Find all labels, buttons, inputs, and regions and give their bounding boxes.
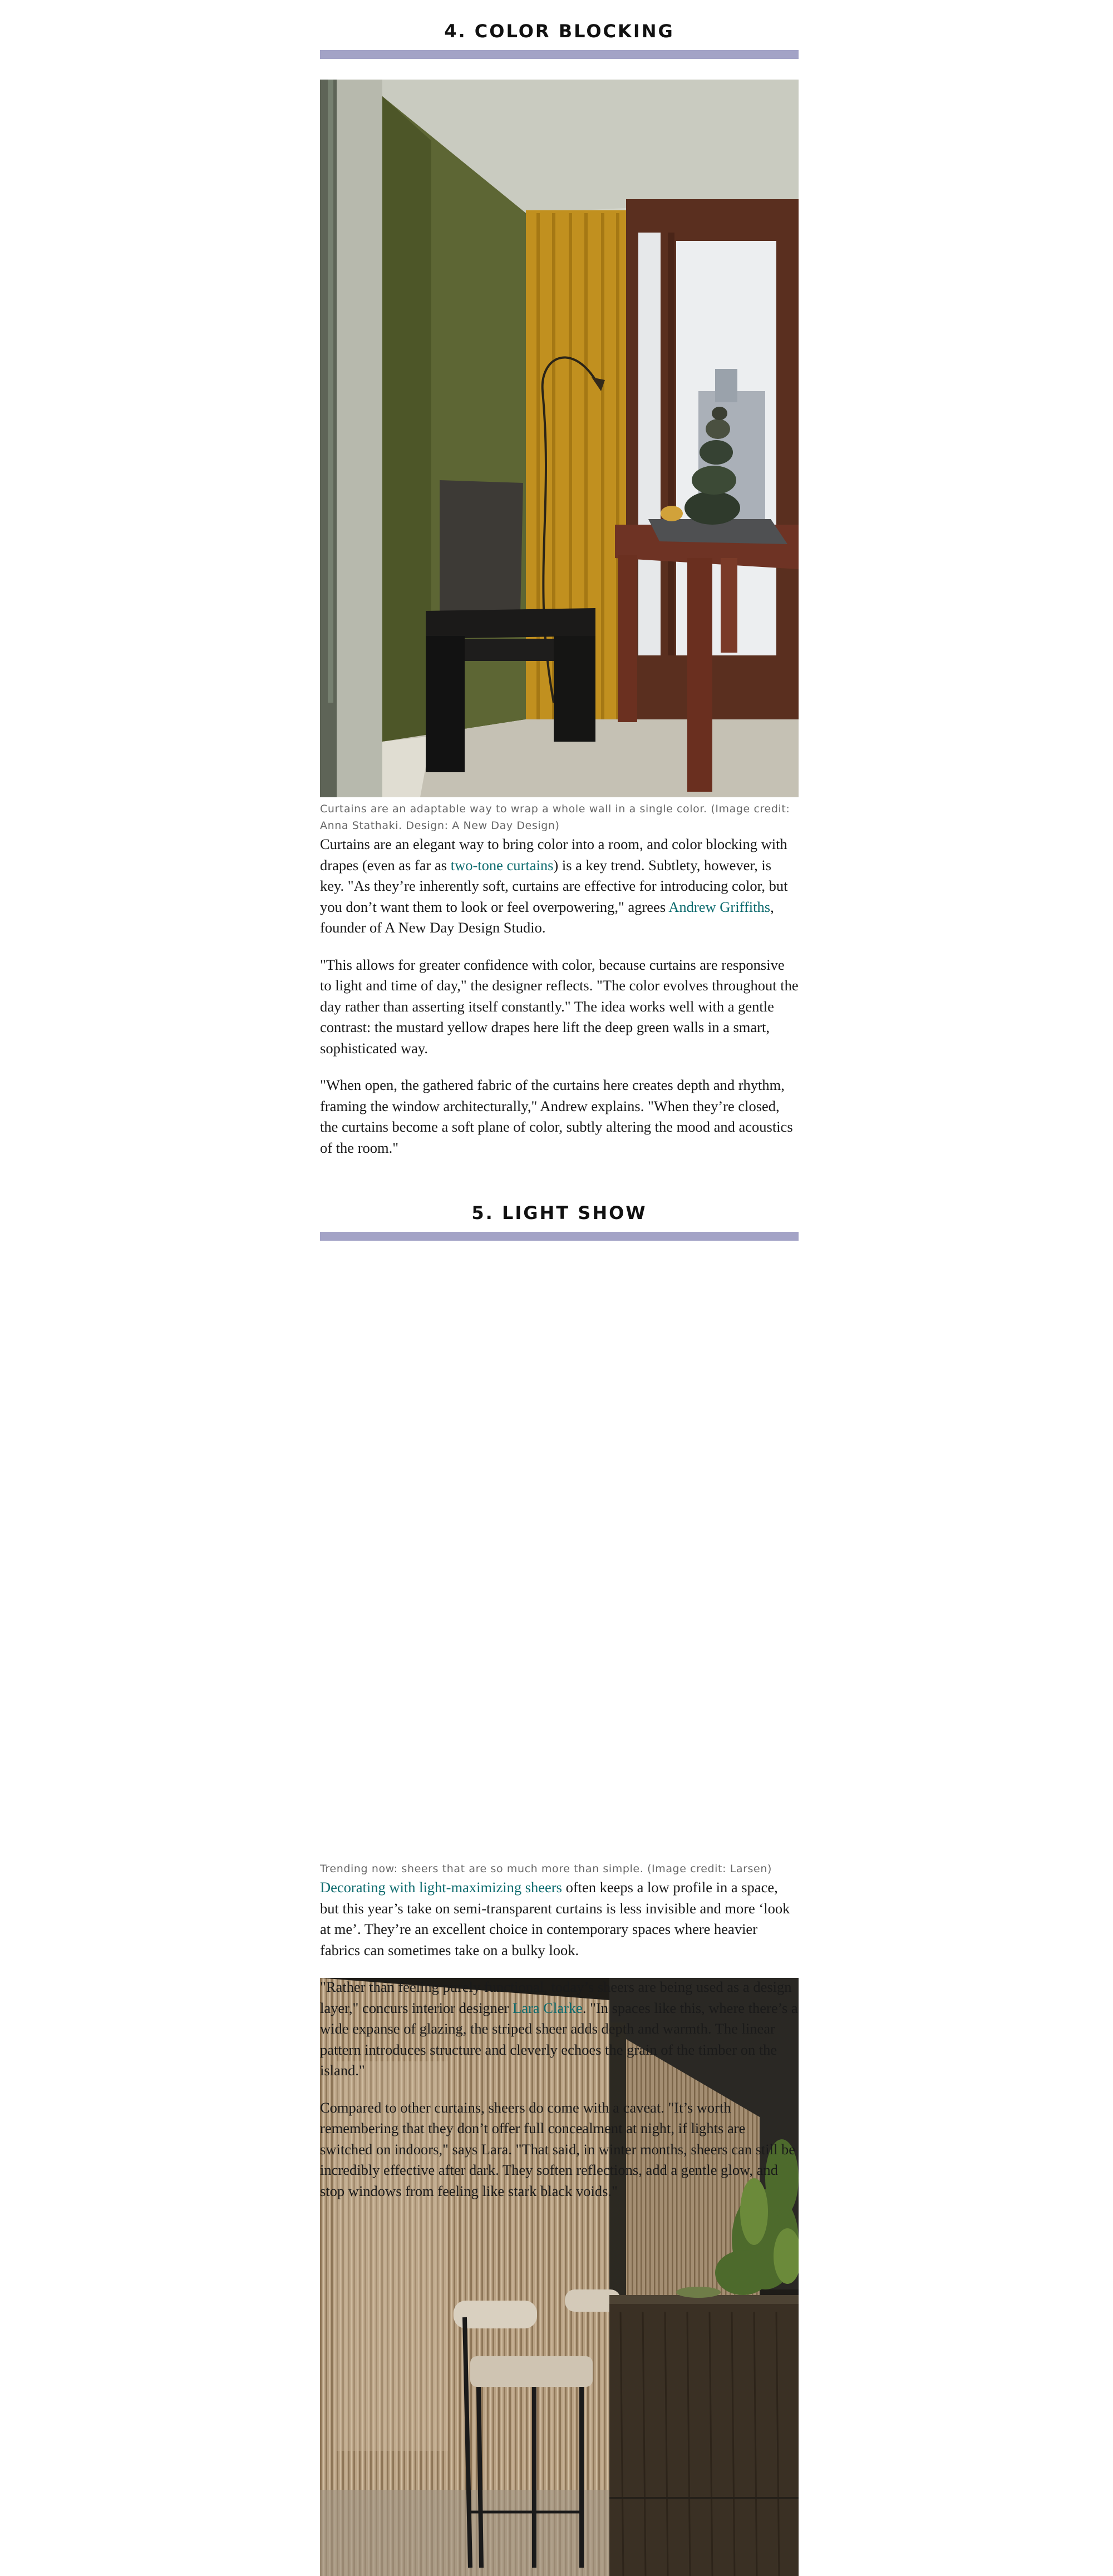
color-blocking-text xyxy=(320,800,799,1175)
paragraph-text: "Rather than feeling purely functional, today’s sheers are being used as a design layer," concurs interior designer xyxy=(320,1978,792,2016)
heading-divider xyxy=(320,1232,799,1241)
paragraph: "When open, the gathered fabric of the curtains here creates depth and rhythm, framing the window architecturally," Andrew explains. "When they’re closed, the curtains become a soft plane of color, subtly altering the mood and acoustics of the room." xyxy=(320,1077,793,1156)
paragraph xyxy=(320,1877,799,1961)
andrew-griffiths-link[interactable]: Andrew Griffiths xyxy=(668,898,771,915)
section-light-show xyxy=(320,1201,799,1241)
image-caption: Curtains are an adaptable way to wrap a whole wall in a single color. (Image credit: Anna Stathaki. Design: A New Day Design) xyxy=(320,803,790,832)
section-heading: 5. LIGHT SHOW xyxy=(471,1202,647,1223)
paragraph-text: . "In spaces like this, where there’s a wide expanse of glazing, the striped sheer adds depth and warmth. The linear pattern introduces structure and cleverly echoes the grain of the timber on the island." xyxy=(320,1999,798,2079)
paragraph-text: , founder of A New Day Design Studio. xyxy=(320,898,774,936)
color-blocking-photo xyxy=(320,80,799,797)
section-heading: 4. COLOR BLOCKING xyxy=(444,21,674,42)
image-caption: Trending now: sheers that are so much more than simple. (Image credit: Larsen) xyxy=(320,1863,772,1875)
paragraph xyxy=(320,834,799,939)
paragraph-text: often keeps a low profile in a space, but this year’s take on semi-transparent curtains is less invisible and more ‘look at me’. They’re an excellent choice in contemporary spaces where heavier fabrics can sometimes take on a bulky look. xyxy=(320,1879,790,1958)
paragraph-text: ) is a key trend. Subtlety, however, is key. "As they’re inherently soft, curtains are effective for introducing color, but you don’t want them to look or feel overpowering," agrees xyxy=(320,856,788,915)
paragraph xyxy=(320,1977,799,2081)
paragraph-text: Curtains are an elegant way to bring color into a room, and color blocking with drapes (even as far as xyxy=(320,836,787,874)
two-tone-curtains-link[interactable]: two-tone curtains xyxy=(450,856,554,874)
light-show-text xyxy=(320,1859,799,2218)
lara-clarke-link[interactable]: Lara Clarke xyxy=(513,1999,583,2016)
heading-divider xyxy=(320,50,799,59)
paragraph: Compared to other curtains, sheers do come with a caveat. "It’s worth remembering that they don’t offer full concealment at night, if lights are switched on indoors," says Lara. "That said, in winter months, sheers can still be incredibly effective after dark. They soften reflections, add a gentle glow, and stop windows from feeling like stark black voids." xyxy=(320,2099,796,2199)
paragraph: "This allows for greater confidence with color, because curtains are responsive to light and time of day," the designer reflects. "The color evolves throughout the day rather than asserting itself constantly." The idea works well with a gentle contrast: the mustard yellow drapes here lift the deep green walls in a smart, sophisticated way. xyxy=(320,956,799,1057)
section-color-blocking xyxy=(320,19,799,59)
light-maximizing-sheers-link[interactable]: Decorating with light-maximizing sheers xyxy=(320,1879,562,1896)
